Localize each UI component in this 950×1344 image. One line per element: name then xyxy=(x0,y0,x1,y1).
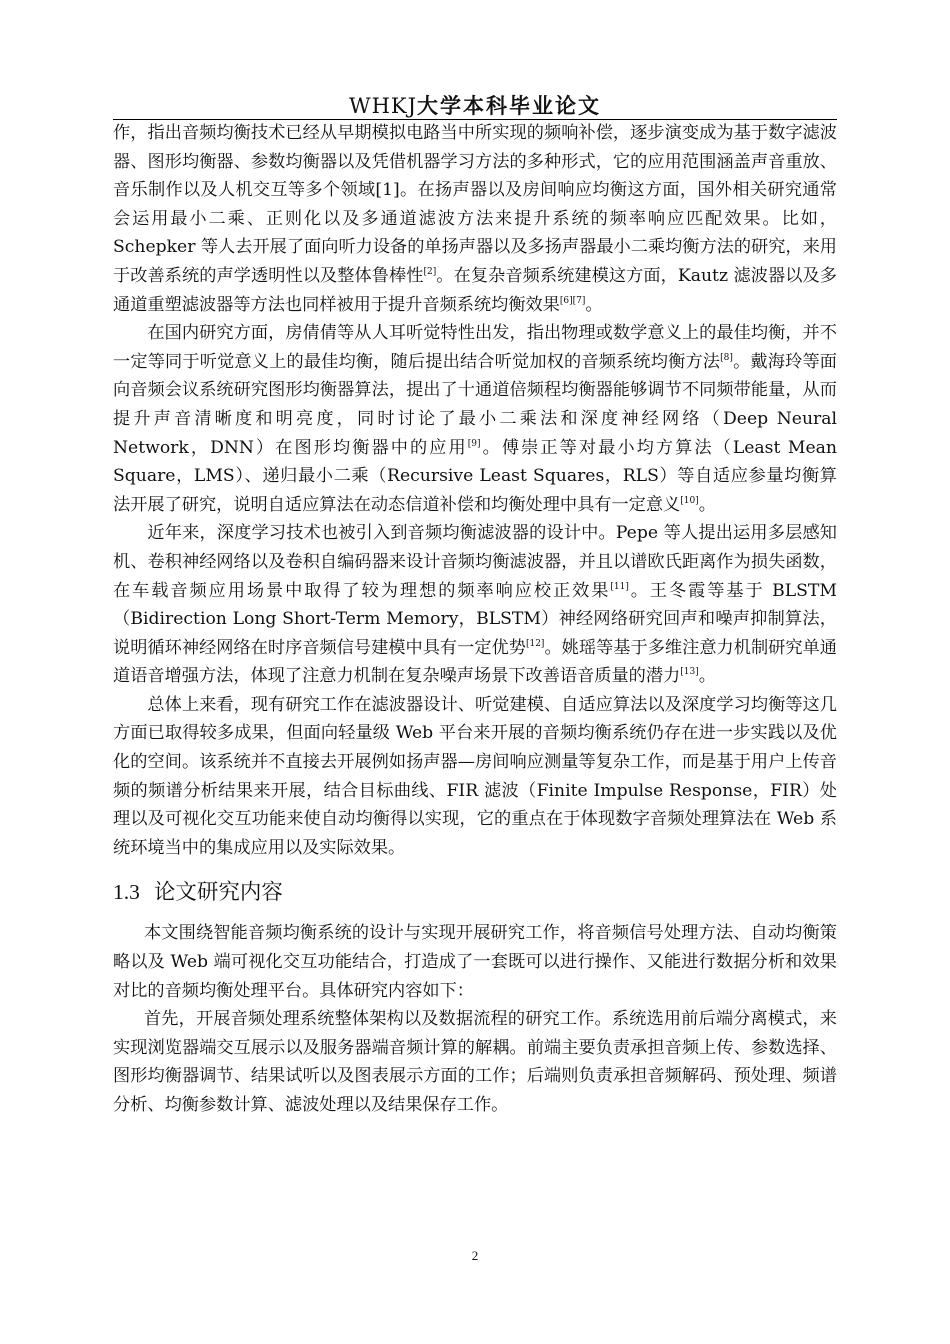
section-number: 1.3 xyxy=(113,880,140,905)
page-body xyxy=(113,119,837,1120)
text-run: 。 xyxy=(585,294,603,315)
citation: [12] xyxy=(525,638,545,649)
text-run: 近年来，深度学习技术也被引入到音频均衡滤波器的设计中。Pepe 等人提出运用多层感知机、卷积神经网络以及卷积自编码器来设计音频均衡滤波器，并且以谱欧氏距离作为损失函数，在车载音频应用场景中取得了较为理想的频率响应校正效果 xyxy=(113,523,837,601)
running-header xyxy=(0,94,950,118)
citation: [11] xyxy=(610,581,629,592)
text-run: 。戴海玲等面向音频会议系统研究图形均衡器算法，提出了十通道倍频程均衡器能够调节不同频带能量，从而提升声音清晰度和明亮度，同时讨论了最小二乘法和深度神经网络（Deep Neural Network，DNN）在图形均衡器中的应用 xyxy=(113,351,837,458)
text-run: 。姚瑶等基于多维注意力机制研究单通道语音增强方法，体现了注意力机制在复杂噪声场景下改善语音质量的潜力 xyxy=(113,637,837,687)
header-title: 大学本科毕业论文 xyxy=(417,94,601,118)
text-run: 。王冬霞等基于 BLSTM（Bidirection Long Short-Term Memory，BLSTM）神经网络研究回声和噪声抑制算法，说明循环神经网络在时序音频信号建模中具有一定优势 xyxy=(113,580,837,658)
paragraph xyxy=(113,519,837,691)
header-latin: WHKJ xyxy=(348,94,417,118)
citation: [10] xyxy=(680,495,699,506)
paragraph xyxy=(113,119,837,319)
citation: [8] xyxy=(720,352,733,363)
paragraph: 首先，开展音频处理系统整体架构以及数据流程的研究工作。系统选用前后端分离模式，来实现浏览器端交互展示以及服务器端音频计算的解耦。前端主要负责承担音频上传、参数选择、图形均衡器调节、结果试听以及图表展示方面的工作；后端则负责承担音频解码、预处理、频谱分析、均衡参数计算、滤波处理以及结果保存工作。 xyxy=(113,1009,837,1115)
citation: [6][7] xyxy=(559,295,586,306)
page-number: 2 xyxy=(471,1248,479,1263)
paragraph: 总体上来看，现有研究工作在滤波器设计、听觉建模、自适应算法以及深度学习均衡等这几方面已取得较多成果，但面向轻量级 Web 平台来开展的音频均衡系统仍存在进一步实践以及优化的空间。该系统并不直接去开展例如扬声器—房间响应测量等复杂工作，而是基于用户上传音频的频谱分析结果来开展，结合目标曲线、FIR 滤波（Finite Impulse Response，FIR）处理以及可视化交互功能来使自动均衡得以实现，它的重点在于体现数字音频处理算法在 Web 系统环境当中的集成应用以及实际效果。 xyxy=(113,694,837,858)
citation: [13] xyxy=(680,667,699,678)
section-heading xyxy=(113,872,837,913)
text-run: 在国内研究方面，房倩倩等从人耳听觉特性出发，指出物理或数学意义上的最佳均衡，并不一定等同于听觉意义上的最佳均衡，随后提出结合听觉加权的音频系统均衡方法 xyxy=(113,323,837,372)
text-run: 。在复杂音频系统建模这方面，Kautz 滤波器以及多通道重塑滤波器等方法也同样被用于提升音频系统均衡效果 xyxy=(113,265,837,315)
paragraph xyxy=(113,319,837,519)
text-run: 。傅崇正等对最小均方算法（Least Mean Square，LMS）、递归最小二乘（Recursive Least Squares，RLS）等自适应参量均衡算法开展了研究，说明自适应算法在动态信道补偿和均衡处理中具有一定意义 xyxy=(113,437,837,515)
text-run: 。 xyxy=(698,666,716,687)
section-title: 论文研究内容 xyxy=(153,880,283,906)
citation: [2] xyxy=(423,266,437,277)
text-run: 。 xyxy=(698,494,716,515)
citation: [9] xyxy=(467,438,481,449)
paragraph: 本文围绕智能音频均衡系统的设计与实现开展研究工作，将音频信号处理方法、自动均衡策略以及 Web 端可视化交互功能结合，打造成了一套既可以进行操作、又能进行数据分析和效果对比的音频均衡处理平台。具体研究内容如下： xyxy=(113,923,837,1001)
text-run: 作，指出音频均衡技术已经从早期模拟电路当中所实现的频响补偿，逐步演变成为基于数字滤波器、图形均衡器、参数均衡器以及凭借机器学习方法的多种形式，它的应用范围涵盖声音重放、音乐制作以及人机交互等多个领域[1]。在扬声器以及房间响应均衡这方面，国外相关研究通常会运用最小二乘、正则化以及多通道滤波方法来提升系统的频率响应匹配效果。比如，Schepker 等人去开展了面向听力设备的单扬声器以及多扬声器最小二乘均衡方法的研究，来用于改善系统的声学透明性以及整体鲁棒性 xyxy=(113,123,837,286)
